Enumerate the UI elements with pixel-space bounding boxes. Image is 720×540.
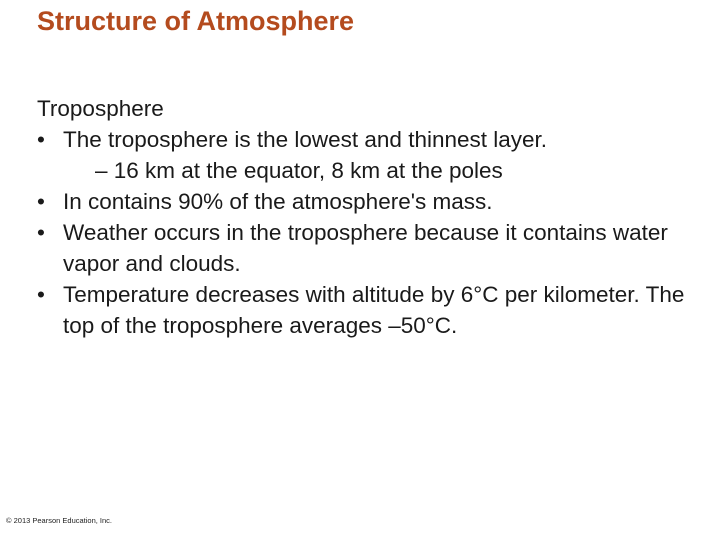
sub-bullet-text: – 16 km at the equator, 8 km at the poles bbox=[95, 158, 503, 183]
bullet-text: In contains 90% of the atmosphere's mass. bbox=[63, 189, 493, 214]
bullet-item bbox=[37, 217, 697, 279]
slide-title: Structure of Atmosphere bbox=[37, 6, 355, 36]
bullet-icon: • bbox=[37, 127, 45, 152]
bullet-text: Temperature decreases with altitude by 6°C per kilometer. The top of the troposphere averages –50°C. bbox=[63, 282, 685, 338]
bullet-list bbox=[37, 124, 697, 341]
bullet-item bbox=[37, 124, 697, 155]
bullet-icon: • bbox=[37, 282, 45, 307]
bullet-item bbox=[37, 186, 697, 217]
slide-body bbox=[37, 93, 697, 341]
bullet-item bbox=[37, 279, 697, 341]
sub-bullet-item bbox=[37, 155, 697, 186]
bullet-text: The troposphere is the lowest and thinnest layer. bbox=[63, 127, 548, 152]
bullet-text: Weather occurs in the troposphere because it contains water vapor and clouds. bbox=[63, 220, 668, 276]
bullet-icon: • bbox=[37, 189, 45, 214]
copyright-notice: © 2013 Pearson Education, Inc. bbox=[6, 516, 113, 525]
section-heading: Troposphere bbox=[37, 96, 164, 121]
bullet-icon: • bbox=[37, 220, 45, 245]
